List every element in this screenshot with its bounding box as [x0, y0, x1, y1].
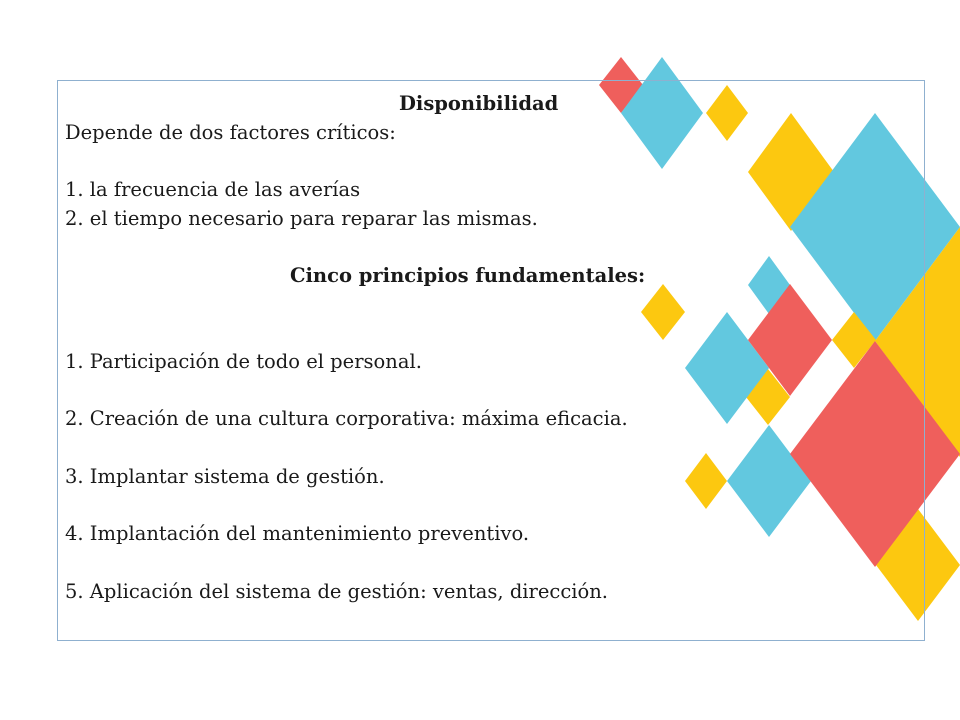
- principle-item: 2. Creación de una cultura corporativa: máxima eficacia.: [65, 407, 628, 430]
- heading-principios: Cinco principios fundamentales:: [290, 264, 646, 287]
- heading-disponibilidad: Disponibilidad: [399, 92, 559, 115]
- principle-item: 1. Participación de todo el personal.: [65, 350, 422, 373]
- principle-item: 5. Aplicación del sistema de gestión: ventas, dirección.: [65, 580, 608, 603]
- intro-text: Depende de dos factores críticos:: [65, 121, 396, 144]
- principle-item: 3. Implantar sistema de gestión.: [65, 465, 385, 488]
- principle-item: 4. Implantación del mantenimiento preventivo.: [65, 522, 530, 545]
- factor-item: 1. la frecuencia de las averías: [65, 178, 361, 201]
- factor-item: 2. el tiempo necesario para reparar las mismas.: [65, 207, 538, 230]
- content-textbox: [57, 80, 925, 641]
